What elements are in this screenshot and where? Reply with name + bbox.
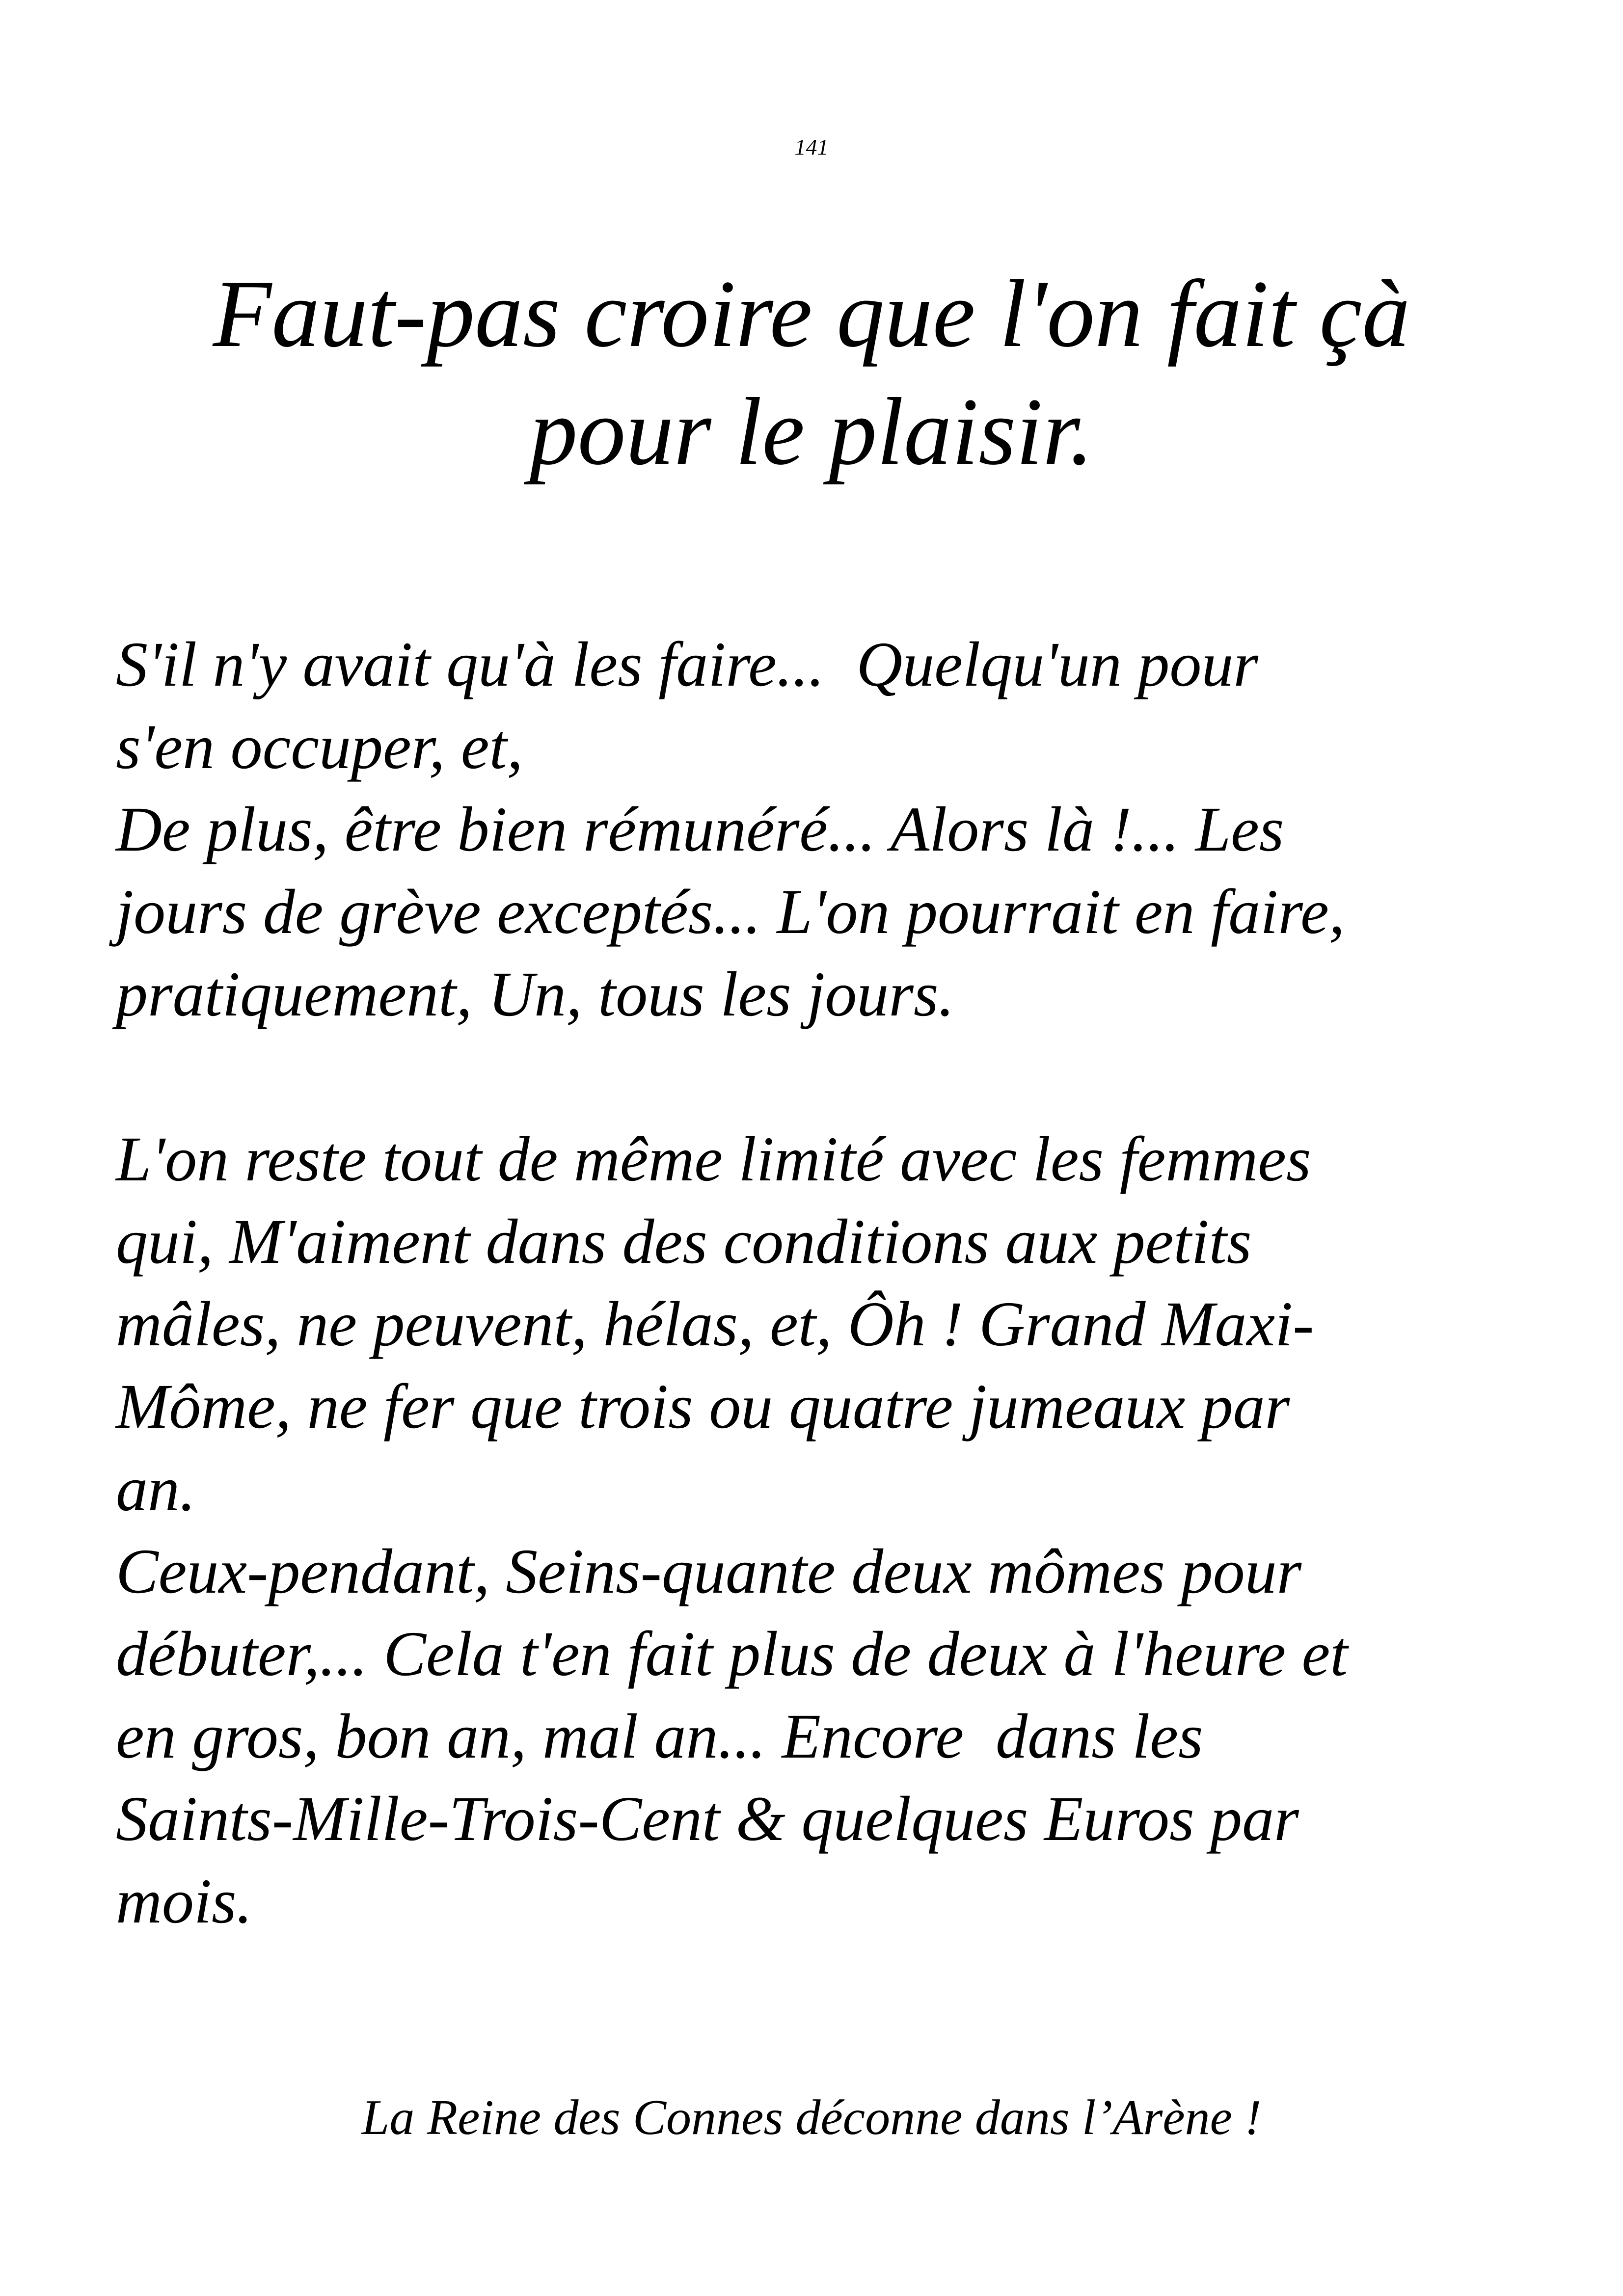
body-line: an. [116,1454,196,1524]
body-line: Môme, ne fer que trois ou quatre jumeaux par [116,1371,1290,1442]
body-line: débuter,... Cela t'en fait plus de deux à l'heure et [116,1619,1348,1689]
body-line: s'en occuper, et, [116,712,523,782]
body-line: mâles, ne peuvent, hélas, et, Ôh ! Grand Maxi- [116,1289,1314,1360]
body-line: jours de grève exceptés... L'on pourrait en faire, [116,877,1345,947]
page-title [147,255,1476,491]
body-line: mois. [116,1866,253,1937]
body-line: Ceux-pendant, Seins-quante deux mômes pour [116,1536,1302,1607]
body-line: en gros, bon an, mal an... Encore dans les [116,1701,1203,1772]
stanza-break [116,1036,1540,1118]
title-line: Faut-pas croire que l'on fait çà [213,261,1410,367]
body-line: qui, M'aiment dans des conditions aux petits [116,1206,1252,1277]
footer-book-title: La Reine des Connes déconne dans l’Arène ! [361,2090,1262,2145]
body-line: S'il n'y avait qu'à les faire... Quelqu'un pour [116,629,1258,700]
title-line: pour le plaisir. [529,378,1094,485]
body-line: pratiquement, Un, tous les jours. [116,959,955,1030]
page-number: 141 [794,134,829,160]
body-line: L'on reste tout de même limité avec les femmes [116,1124,1311,1195]
body-line: Saints-Mille-Trois-Cent & quelques Euros par [116,1784,1299,1854]
body-line: De plus, être bien rémunéré... Alors là !... Les [116,794,1284,865]
poem-body [116,623,1540,1943]
